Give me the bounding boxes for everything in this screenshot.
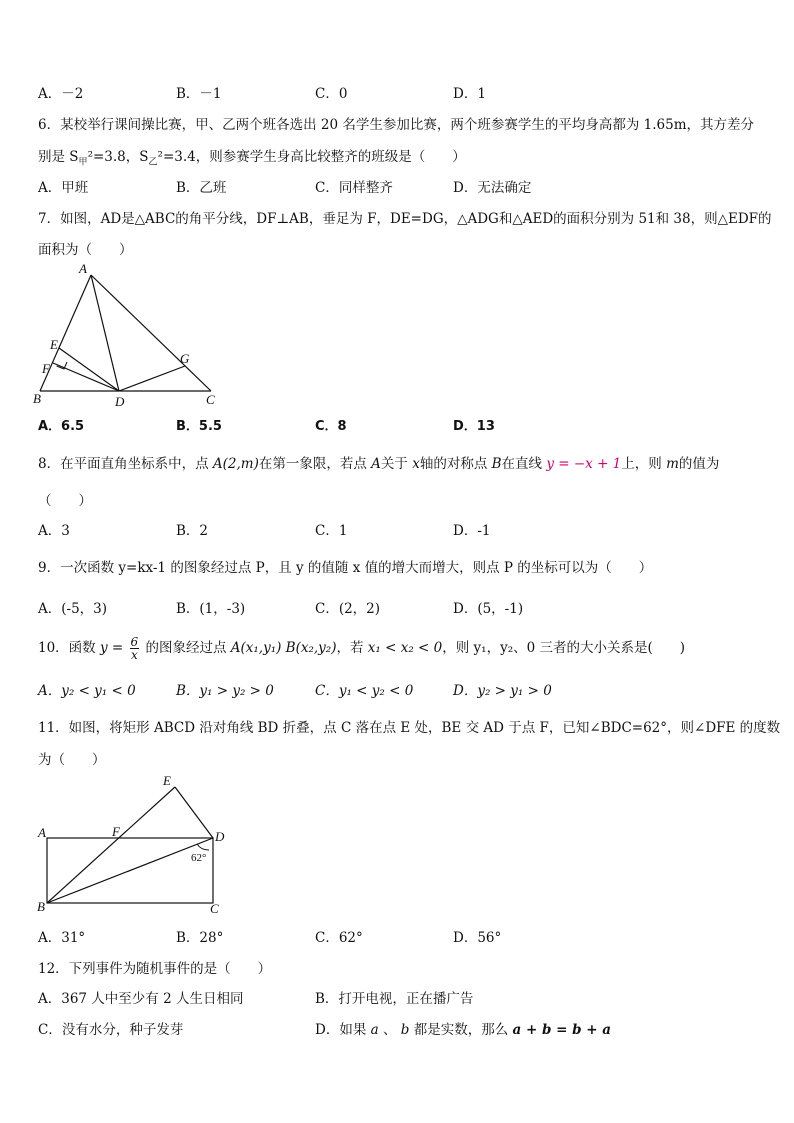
q12-d-var-a: a (370, 1022, 379, 1038)
q10-condition: x₁ < x₂ < 0 (367, 640, 443, 656)
q11-stem-line1: 11．如图，将矩形 ABCD 沿对角线 BD 折叠，点 C 落在点 E 处，BE 交 AD 于点 F，已知∠BDC=62°，则∠DFE 的度数 (38, 720, 781, 736)
q8-var-m: m (666, 456, 679, 472)
q6-text-c: ²=3.4，则参赛学生身高比较整齐的班级是（ ） (157, 149, 466, 165)
q11-stem-line2: 为（ ） (38, 752, 106, 768)
q11-rectangle-figure (34, 770, 234, 920)
q10-option-a: A．y₂ < y₁ < 0 (38, 683, 136, 699)
q8-text-f: 上，则 (621, 456, 662, 472)
q7-option-b: B．5.5 (176, 419, 222, 434)
q7-option-a: A．6.5 (38, 419, 85, 434)
q9-option-c: C．(2，2) (315, 601, 381, 617)
q10-text-c: ，若 (336, 640, 364, 656)
q10-text-e: y₁，y₂、0 三者的大小关系是( ) (473, 640, 686, 656)
q8-var-a: A (371, 456, 381, 472)
q9-stem: 9．一次函数 y=kx-1 的图象经过点 P，且 y 的值随 x 值的增大而增大，则点 P 的坐标可以为（ ） (38, 560, 653, 576)
q12-option-d (315, 1018, 611, 1038)
segment-be (47, 787, 175, 903)
label-a: A (79, 262, 87, 276)
q10-option-d: D．y₂ > y₁ > 0 (453, 683, 552, 699)
label-c: C (210, 901, 219, 916)
q5-option-c: C．0 (315, 86, 348, 102)
angle-arc (197, 844, 209, 850)
q8-option-c: C．1 (315, 523, 348, 539)
q10-numerator: 6 (130, 635, 139, 649)
q6-text-b: ²=3.8，S (87, 149, 149, 165)
q12-options-row1 (38, 987, 758, 1007)
q11-option-d: D．56° (453, 930, 502, 946)
q6-option-b: B．乙班 (176, 180, 227, 196)
q12-d-text-b: 、 (382, 1022, 397, 1038)
q9-options (38, 597, 758, 617)
q12-d-text-a: D．如果 (315, 1022, 367, 1038)
q8-var-b: B (491, 456, 502, 472)
q6-text-a: 别是 S (38, 149, 79, 165)
q8-option-d: D．-1 (453, 523, 491, 539)
segment-gd (119, 366, 185, 391)
q10-text-a: 10．函数 (38, 640, 96, 656)
q10-option-b: B．y₁ > y₂ > 0 (176, 683, 274, 699)
q8-text-b: 在第一象限，若点 (258, 456, 367, 472)
q7-stem-line1: 7．如图，AD是△ABC的角平分线，DF⊥AB，垂足为 F，DE=DG，△ADG和△AED的面积分别为 51和 38，则△EDF的 (38, 211, 772, 227)
q11-option-b: B．28° (176, 930, 224, 946)
segment-ed (175, 787, 213, 838)
q9-option-d: D．(5，-1) (453, 601, 524, 617)
q6-option-a: A．甲班 (38, 180, 89, 196)
q9-option-b: B．(1，-3) (176, 601, 246, 617)
q12-option-b: B．打开电视，正在播广告 (315, 991, 474, 1007)
q7-option-d: D．13 (453, 419, 495, 434)
label-b: B (33, 391, 41, 406)
q8-stem-line1 (38, 452, 719, 472)
q10-denominator: x (130, 648, 138, 662)
q12-option-a: A．367 人中至少有 2 人生日相同 (38, 991, 244, 1007)
q6-sub-jia: 甲 (78, 157, 88, 168)
q8-var-x: x (412, 456, 420, 472)
q7-stem-line2: 面积为（ ） (38, 242, 133, 258)
q10-points: A(x₁,y₁) B(x₂,y₂) (230, 640, 337, 656)
q8-text-g: 的值为 (678, 456, 720, 472)
q8-text-c: 关于 (380, 456, 408, 472)
diagonal-bd (47, 838, 213, 903)
q10-options (38, 679, 758, 699)
q9-option-a: A．(-5，3) (38, 601, 108, 617)
q5-option-a: A．－2 (38, 86, 84, 102)
q5-option-d: D．1 (453, 86, 486, 102)
label-f: F (42, 361, 50, 376)
q8-line-equation: y = −x + 1 (546, 456, 622, 472)
q8-stem-line2: （ ） (38, 493, 92, 509)
label-b: B (37, 899, 45, 914)
label-f: F (112, 824, 120, 839)
label-d: D (115, 394, 125, 409)
q11-option-c: C．62° (315, 930, 363, 946)
q6-option-c: C．同样整齐 (315, 180, 393, 196)
q8-point-a: A(2,m) (212, 456, 259, 472)
q12-d-text-c: 都是实数，那么 (413, 1022, 509, 1038)
q7-option-c: C．8 (315, 419, 347, 434)
q12-stem: 12．下列事件为随机事件的是（ ） (38, 961, 272, 977)
q10-stem (38, 630, 685, 666)
q5-option-b: B．－1 (176, 86, 222, 102)
q10-fraction (130, 636, 140, 661)
q8-text-e: 在直线 (501, 456, 543, 472)
label-e: E (50, 337, 58, 352)
q10-option-c: C．y₁ < y₂ < 0 (315, 683, 414, 699)
label-e: E (163, 773, 171, 788)
q7-options (38, 415, 758, 435)
q6-stem-line1: 6．某校举行课间操比赛，甲、乙两个班各选出 20 名学生参加比赛，两个班参赛学生的平均身高都为 1.65m，其方差分 (38, 117, 754, 133)
q5-options (38, 82, 758, 102)
q8-option-b: B．2 (176, 523, 209, 539)
q10-text-d: ，则 (442, 640, 470, 656)
label-a: A (38, 825, 46, 840)
q6-stem-line2 (38, 145, 466, 168)
label-g: G (180, 351, 190, 366)
q12-option-c: C．没有水分，种子发芽 (38, 1022, 184, 1038)
q12-d-equation: a + b = b + a (512, 1022, 612, 1038)
q8-options (38, 519, 758, 539)
q7-triangle-figure (30, 262, 230, 412)
edge-ac (91, 275, 211, 391)
q10-text-b: 的图象经过点 (145, 640, 227, 656)
q10-y-eq: y = (99, 640, 124, 656)
q6-sub-yi: 乙 (148, 157, 158, 168)
q11-option-a: A．31° (38, 930, 86, 946)
q6-options (38, 176, 758, 196)
angle-label: 62° (191, 852, 207, 864)
q12-options-row2 (38, 1018, 758, 1038)
q8-text-a: 8．在平面直角坐标系中，点 (38, 456, 209, 472)
q12-d-var-b: b (400, 1022, 410, 1038)
label-c: C (206, 392, 215, 407)
q11-options (38, 926, 758, 946)
q6-option-d: D．无法确定 (453, 180, 532, 196)
q8-option-a: A．3 (38, 523, 70, 539)
label-d: D (215, 829, 225, 844)
q8-text-d: 轴的对称点 (419, 456, 488, 472)
